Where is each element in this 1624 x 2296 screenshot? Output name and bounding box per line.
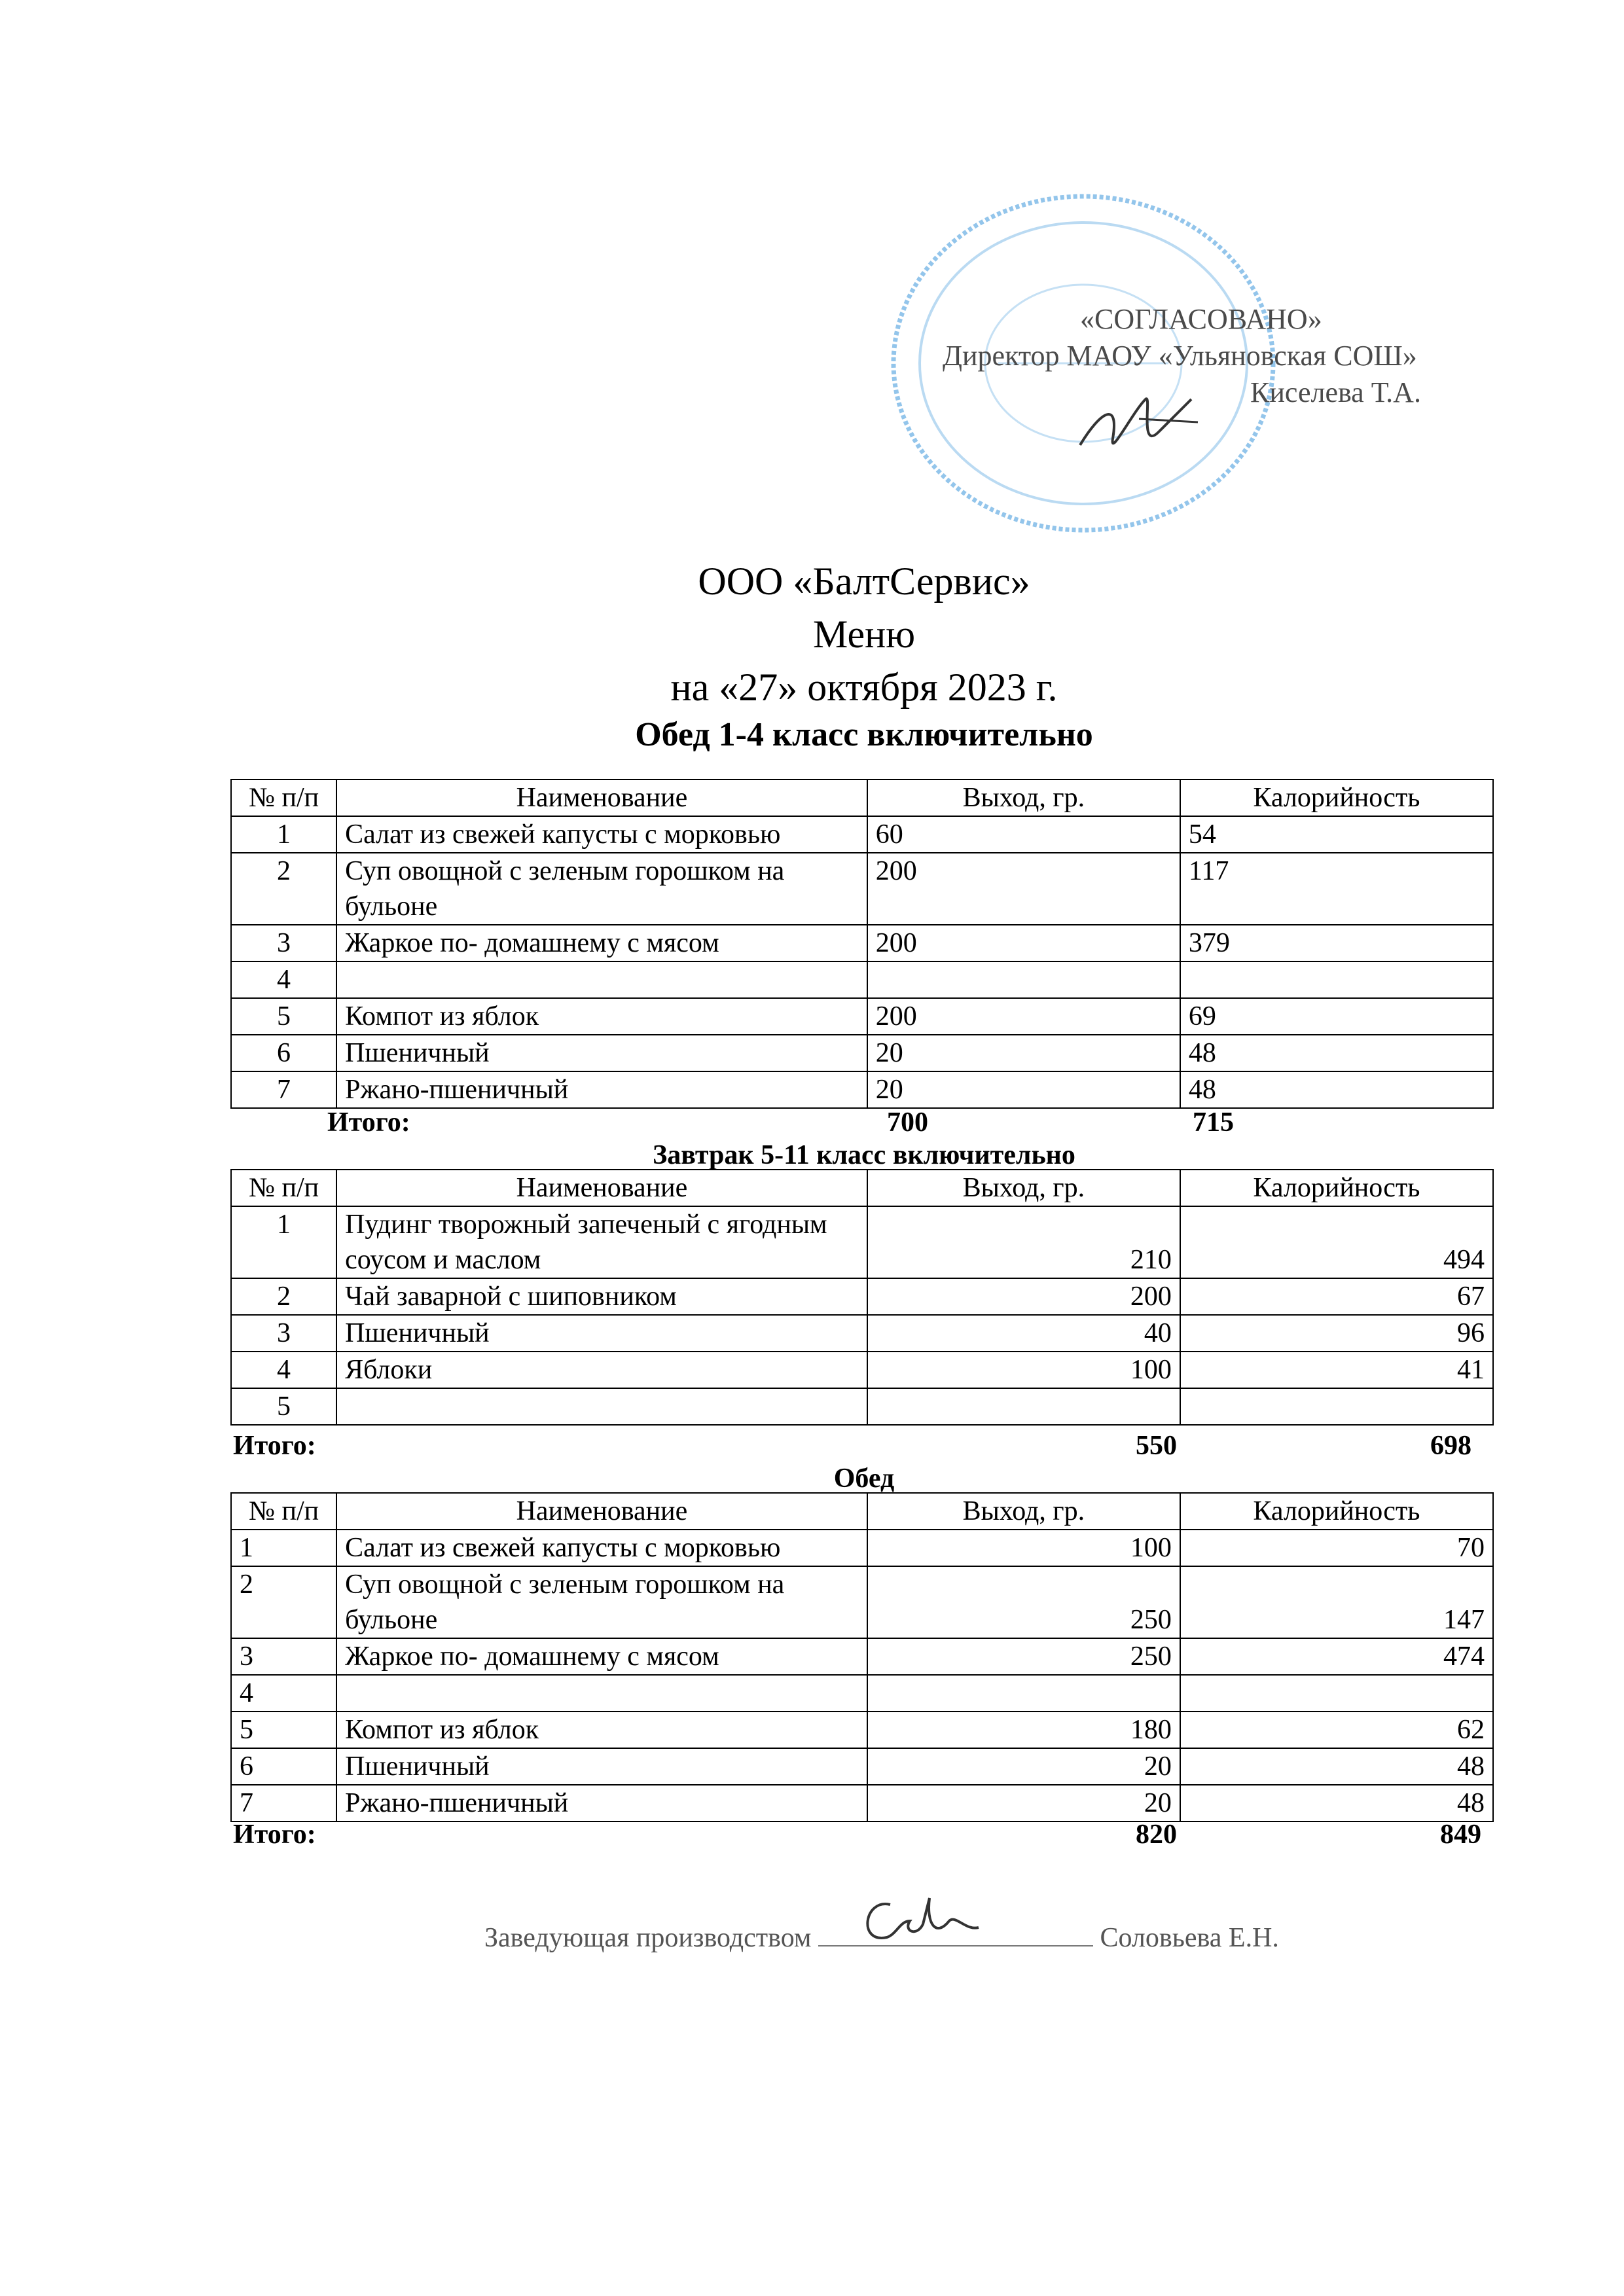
table-row [231,1675,1493,1712]
row-num: 6 [231,1748,336,1785]
row-output: 20 [867,1035,1180,1071]
section-title-breakfast: Завтрак 5-11 класс включительно [653,1140,1075,1170]
table-row [231,1566,1493,1638]
row-output: 20 [867,1785,1180,1821]
row-num: 3 [231,925,336,961]
menu-table-lunch-1-4 [230,779,1494,1109]
row-output: 200 [867,1278,1180,1315]
row-calories: 69 [1180,998,1493,1035]
table-row [231,1530,1493,1566]
row-output [867,961,1180,998]
row-name: Салат из свежей капусты с морковью [336,816,867,853]
table-row [231,961,1493,998]
row-num: 5 [231,1388,336,1425]
row-calories: 379 [1180,925,1493,961]
company-name: ООО «БалтСервис» [698,560,1030,603]
row-num: 1 [231,1206,336,1278]
row-calories [1180,1388,1493,1425]
row-name: Жаркое по- домашнему с мясом [336,925,867,961]
row-num: 4 [231,1675,336,1712]
total-label-2: Итого: [233,1431,316,1461]
row-num: 3 [231,1315,336,1352]
row-num: 2 [231,1278,336,1315]
col-header-num: № п/п [231,1170,336,1206]
row-num: 2 [231,853,336,925]
row-calories: 54 [1180,816,1493,853]
table-row [231,1206,1493,1278]
row-output [867,1675,1180,1712]
row-calories: 96 [1180,1315,1493,1352]
section-title-lunch: Обед [833,1463,895,1494]
row-num: 7 [231,1071,336,1108]
row-calories: 41 [1180,1352,1493,1388]
menu-table-breakfast [230,1169,1494,1426]
row-name: Суп овощной с зеленым горошком на бульоне [336,1566,867,1638]
row-output: 210 [867,1206,1180,1278]
total-calories-1: 715 [1193,1107,1234,1138]
col-header-num: № п/п [231,780,336,816]
row-num: 3 [231,1638,336,1675]
table-row [231,1748,1493,1785]
row-output: 60 [867,816,1180,853]
row-name: Пшеничный [336,1315,867,1352]
row-name [336,1388,867,1425]
row-name: Ржано-пшеничный [336,1785,867,1821]
row-num: 7 [231,1785,336,1821]
col-header-output: Выход, гр. [867,1170,1180,1206]
row-output: 180 [867,1712,1180,1748]
footer-position: Заведующая производством [484,1923,812,1953]
row-output: 250 [867,1566,1180,1638]
table-row [231,1315,1493,1352]
table-row [231,1712,1493,1748]
table-row [231,1278,1493,1315]
row-name: Компот из яблок [336,998,867,1035]
col-header-calories: Калорийность [1180,780,1493,816]
table-row [231,998,1493,1035]
col-header-name: Наименование [336,1170,867,1206]
table-row [231,816,1493,853]
row-calories: 117 [1180,853,1493,925]
table-header-row [231,780,1493,816]
table-row [231,925,1493,961]
col-header-calories: Калорийность [1180,1170,1493,1206]
total-calories-2: 698 [1430,1431,1471,1461]
table-row [231,853,1493,925]
document-title: Меню [812,613,916,656]
table-header-row [231,1170,1493,1206]
table-row [231,1035,1493,1071]
row-output: 200 [867,853,1180,925]
row-num: 5 [231,998,336,1035]
row-num: 1 [231,1530,336,1566]
table-row [231,1071,1493,1108]
row-output: 100 [867,1530,1180,1566]
row-name: Жаркое по- домашнему с мясом [336,1638,867,1675]
row-name: Пудинг творожный запеченый с ягодным соусом и маслом [336,1206,867,1278]
row-calories: 48 [1180,1785,1493,1821]
col-header-output: Выход, гр. [867,1493,1180,1530]
approval-block [916,301,1584,411]
menu-date: на «27» октября 2023 г. [670,666,1058,709]
row-calories: 48 [1180,1071,1493,1108]
row-output: 200 [867,998,1180,1035]
row-num: 4 [231,1352,336,1388]
row-num: 4 [231,961,336,998]
row-name: Чай заварной с шиповником [336,1278,867,1315]
total-calories-3: 849 [1440,1820,1481,1850]
row-calories: 67 [1180,1278,1493,1315]
table-row [231,1638,1493,1675]
menu-table-lunch [230,1492,1494,1822]
total-label-1: Итого: [327,1107,410,1138]
col-header-num: № п/п [231,1493,336,1530]
row-num: 5 [231,1712,336,1748]
row-name: Пшеничный [336,1035,867,1071]
col-header-name: Наименование [336,780,867,816]
footer-person: Соловьева Е.Н. [1100,1923,1279,1953]
col-header-calories: Калорийность [1180,1493,1493,1530]
row-name: Ржано-пшеничный [336,1071,867,1108]
row-output: 200 [867,925,1180,961]
row-output: 40 [867,1315,1180,1352]
row-name [336,1675,867,1712]
table-header-row [231,1493,1493,1530]
total-output-3: 820 [1136,1820,1177,1850]
approval-person: Киселева Т.А. [1250,376,1421,408]
total-output-2: 550 [1136,1431,1177,1461]
row-name: Компот из яблок [336,1712,867,1748]
row-calories: 147 [1180,1566,1493,1638]
document-header [0,555,1624,756]
row-name: Пшеничный [336,1748,867,1785]
production-manager-signature [851,1885,988,1957]
row-calories: 70 [1180,1530,1493,1566]
total-label-3: Итого: [233,1820,316,1850]
row-name: Суп овощной с зеленым горошком на бульоне [336,853,867,925]
row-calories: 62 [1180,1712,1493,1748]
col-header-output: Выход, гр. [867,780,1180,816]
approval-heading: «СОГЛАСОВАНО» [1080,303,1322,335]
row-num: 1 [231,816,336,853]
row-output: 20 [867,1748,1180,1785]
row-output: 20 [867,1071,1180,1108]
table-row [231,1785,1493,1821]
total-output-1: 700 [887,1107,928,1138]
row-calories: 48 [1180,1035,1493,1071]
row-name [336,961,867,998]
director-signature [1060,373,1211,465]
row-calories [1180,961,1493,998]
col-header-name: Наименование [336,1493,867,1530]
row-calories: 494 [1180,1206,1493,1278]
row-output: 100 [867,1352,1180,1388]
row-output: 250 [867,1638,1180,1675]
row-calories [1180,1675,1493,1712]
approval-position: Директор МАОУ «Ульяновская СОШ» [943,340,1417,372]
row-calories: 474 [1180,1638,1493,1675]
row-name: Яблоки [336,1352,867,1388]
row-num: 2 [231,1566,336,1638]
row-name: Салат из свежей капусты с морковью [336,1530,867,1566]
table-row [231,1352,1493,1388]
row-num: 6 [231,1035,336,1071]
section-title-lunch-1-4: Обед 1-4 класс включительно [635,716,1093,753]
row-output [867,1388,1180,1425]
row-calories: 48 [1180,1748,1493,1785]
table-row [231,1388,1493,1425]
